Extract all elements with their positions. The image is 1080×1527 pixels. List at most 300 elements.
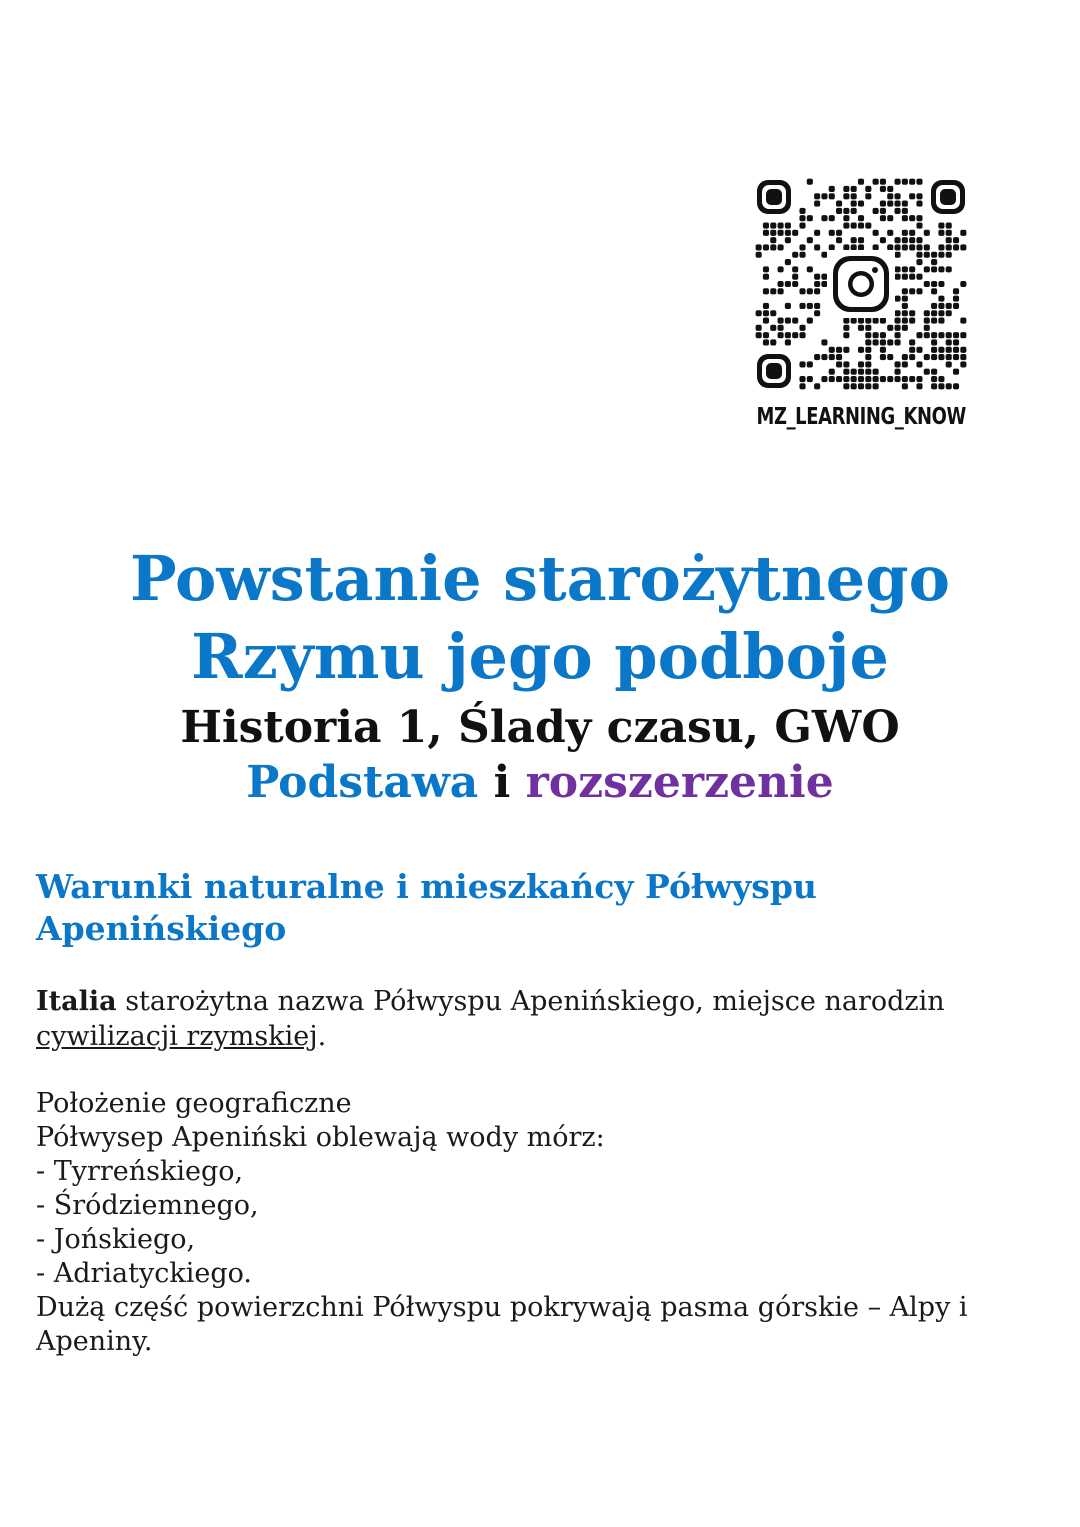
qr-module <box>814 303 820 309</box>
qr-module <box>799 252 805 258</box>
section-heading: Warunki naturalne i mieszkańcy Półwyspu Apenińskiego <box>36 867 817 948</box>
qr-module <box>770 237 776 243</box>
qr-module <box>763 230 769 236</box>
qr-module <box>843 186 849 192</box>
qr-module <box>851 186 857 192</box>
qr-module <box>807 303 813 309</box>
qr-module <box>792 274 798 280</box>
qr-module <box>799 208 805 214</box>
qr-module <box>902 274 908 280</box>
qr-finder-bottom-left <box>757 354 791 388</box>
qr-module <box>960 354 966 360</box>
qr-module <box>843 369 849 375</box>
qr-module <box>763 339 769 345</box>
geography-heading: Położenie geograficzne <box>36 1088 352 1119</box>
qr-module <box>821 339 827 345</box>
qr-module <box>778 244 784 250</box>
qr-module <box>858 237 864 243</box>
qr-module <box>924 281 930 287</box>
qr-module <box>946 339 952 345</box>
qr-module <box>836 361 842 367</box>
qr-module <box>880 339 886 345</box>
mountains-sentence: Dużą część powierzchni Półwyspu pokrywają pasma górskie – Alpy i Apeniny. <box>36 1292 968 1357</box>
qr-module <box>909 193 915 199</box>
qr-module <box>829 369 835 375</box>
qr-module <box>829 193 835 199</box>
qr-module <box>902 376 908 382</box>
qr-module <box>858 318 864 324</box>
qr-module <box>851 208 857 214</box>
qr-module <box>895 274 901 280</box>
qr-module <box>895 179 901 185</box>
qr-module <box>865 325 871 331</box>
qr-module <box>909 215 915 221</box>
qr-module <box>924 310 930 316</box>
qr-module <box>843 376 849 382</box>
qr-module <box>895 252 901 258</box>
qr-module <box>843 215 849 221</box>
qr-module <box>785 237 791 243</box>
qr-module <box>756 332 762 338</box>
qr-module <box>895 376 901 382</box>
qr-module <box>873 376 879 382</box>
qr-module <box>858 383 864 389</box>
qr-module <box>931 318 937 324</box>
term-italia: Italia <box>36 986 117 1017</box>
qr-module <box>799 222 805 228</box>
qr-module <box>836 237 842 243</box>
qr-module <box>946 222 952 228</box>
qr-module <box>938 376 944 382</box>
qr-module <box>895 369 901 375</box>
qr-module <box>778 318 784 324</box>
qr-module <box>821 376 827 382</box>
qr-module <box>792 281 798 287</box>
qr-module <box>953 296 959 302</box>
qr-module <box>778 332 784 338</box>
qr-module <box>924 230 930 236</box>
qr-module <box>895 318 901 324</box>
qr-module <box>924 318 930 324</box>
qr-module <box>880 376 886 382</box>
qr-module <box>814 281 820 287</box>
qr-module <box>938 266 944 272</box>
instagram-handle[interactable]: MZ_LEARNING_KNOW <box>756 404 966 430</box>
qr-module <box>895 266 901 272</box>
qr-module <box>902 201 908 207</box>
qr-module <box>946 244 952 250</box>
qr-module <box>763 303 769 309</box>
qr-module <box>799 383 805 389</box>
qr-module <box>931 383 937 389</box>
qr-module <box>770 339 776 345</box>
qr-module <box>785 339 791 345</box>
qr-module <box>938 383 944 389</box>
qr-module <box>814 244 820 250</box>
qr-module <box>792 332 798 338</box>
qr-module <box>895 361 901 367</box>
qr-module <box>887 230 893 236</box>
qr-module <box>931 310 937 316</box>
qr-module <box>924 332 930 338</box>
page-subtitle: Historia 1, Ślady czasu, GWO <box>180 702 900 753</box>
qr-module <box>946 310 952 316</box>
qr-module <box>836 230 842 236</box>
qr-module <box>792 230 798 236</box>
qr-module <box>858 369 864 375</box>
qr-module <box>880 208 886 214</box>
qr-module <box>792 266 798 272</box>
qr-module <box>902 244 908 250</box>
qr-module <box>778 288 784 294</box>
level-line <box>0 756 1080 810</box>
qr-module <box>938 310 944 316</box>
qr-module <box>836 208 842 214</box>
qr-module <box>770 230 776 236</box>
qr-module <box>865 383 871 389</box>
qr-module <box>843 325 849 331</box>
qr-module <box>851 376 857 382</box>
qr-module <box>873 318 879 324</box>
qr-module <box>778 266 784 272</box>
qr-module <box>931 266 937 272</box>
qr-module <box>938 354 944 360</box>
qr-module <box>865 376 871 382</box>
qr-module <box>814 193 820 199</box>
qr-module <box>931 339 937 345</box>
qr-module <box>843 193 849 199</box>
qr-module <box>807 179 813 185</box>
qr-module <box>916 347 922 353</box>
qr-module <box>960 347 966 353</box>
qr-module <box>799 244 805 250</box>
qr-module <box>902 215 908 221</box>
qr-module <box>799 288 805 294</box>
qr-module <box>873 244 879 250</box>
qr-module <box>756 325 762 331</box>
qr-module <box>873 339 879 345</box>
qr-module <box>902 325 908 331</box>
qr-module <box>756 310 762 316</box>
qr-module <box>916 244 922 250</box>
qr-module <box>799 332 805 338</box>
qr-module <box>858 376 864 382</box>
qr-module <box>858 179 864 185</box>
qr-module <box>895 237 901 243</box>
qr-module <box>799 303 805 309</box>
qr-module <box>902 361 908 367</box>
qr-finder-top-right <box>931 180 965 214</box>
qr-module <box>887 325 893 331</box>
qr-module <box>938 281 944 287</box>
qr-module <box>865 339 871 345</box>
qr-module <box>960 244 966 250</box>
level-and: i <box>493 757 511 808</box>
qr-module <box>770 244 776 250</box>
qr-module <box>895 296 901 302</box>
qr-module <box>924 369 930 375</box>
qr-module <box>785 303 791 309</box>
qr-module <box>770 222 776 228</box>
qr-module <box>873 230 879 236</box>
qr-module <box>814 230 820 236</box>
qr-module <box>836 354 842 360</box>
level-basic: Podstawa <box>246 757 479 808</box>
qr-module <box>785 259 791 265</box>
qr-module <box>843 318 849 324</box>
qr-module <box>909 376 915 382</box>
underlined-phrase: cywilizacji rzymskiej <box>36 1021 318 1052</box>
qr-module <box>916 376 922 382</box>
intro-end: . <box>317 1021 327 1052</box>
qr-module <box>895 208 901 214</box>
sea-list-item: - Adriatyckiego. <box>36 1258 252 1289</box>
qr-module <box>851 318 857 324</box>
qr-module <box>916 274 922 280</box>
qr-module <box>946 266 952 272</box>
qr-module <box>865 186 871 192</box>
qr-module <box>851 369 857 375</box>
qr-module <box>851 237 857 243</box>
qr-module <box>829 230 835 236</box>
qr-module <box>946 237 952 243</box>
qr-module <box>865 347 871 353</box>
qr-module <box>821 281 827 287</box>
qr-module <box>887 186 893 192</box>
instagram-icon <box>827 250 895 318</box>
qr-module <box>858 361 864 367</box>
qr-module <box>836 376 842 382</box>
qr-module <box>880 186 886 192</box>
qr-module <box>778 222 784 228</box>
qr-module <box>895 325 901 331</box>
qr-module <box>946 347 952 353</box>
qr-module <box>887 201 893 207</box>
qr-module <box>785 222 791 228</box>
title-block <box>0 540 1080 810</box>
qr-module <box>792 318 798 324</box>
qr-module <box>880 347 886 353</box>
qr-module <box>799 325 805 331</box>
qr-finder-top-left <box>757 180 791 214</box>
qr-module <box>829 186 835 192</box>
qr-module <box>909 230 915 236</box>
qr-module <box>953 244 959 250</box>
qr-module <box>851 193 857 199</box>
qr-module <box>902 383 908 389</box>
qr-module <box>821 215 827 221</box>
qr-module <box>909 310 915 316</box>
qr-module <box>895 244 901 250</box>
qr-module <box>938 296 944 302</box>
qr-module <box>814 383 820 389</box>
qr-module <box>858 244 864 250</box>
qr-module <box>909 266 915 272</box>
qr-module <box>887 339 893 345</box>
qr-module <box>902 296 908 302</box>
qr-module <box>799 361 805 367</box>
qr-module <box>778 230 784 236</box>
qr-module <box>938 222 944 228</box>
qr-module <box>858 222 864 228</box>
qr-module <box>799 376 805 382</box>
qr-module <box>821 274 827 280</box>
qr-module <box>887 193 893 199</box>
qr-module <box>902 266 908 272</box>
qr-module <box>843 361 849 367</box>
qr-module <box>924 252 930 258</box>
qr-module <box>909 288 915 294</box>
qr-module <box>851 383 857 389</box>
qr-module <box>880 237 886 243</box>
qr-module <box>829 354 835 360</box>
qr-module <box>785 230 791 236</box>
qr-module <box>916 201 922 207</box>
qr-module <box>887 244 893 250</box>
qr-module <box>953 354 959 360</box>
qr-module <box>770 325 776 331</box>
qr-module <box>836 347 842 353</box>
qr-module <box>916 215 922 221</box>
qr-module <box>953 347 959 353</box>
qr-module <box>938 318 944 324</box>
qr-module <box>946 383 952 389</box>
qr-module <box>880 354 886 360</box>
qr-module <box>902 318 908 324</box>
qr-module <box>902 208 908 214</box>
qr-module <box>902 288 908 294</box>
qr-module <box>807 237 813 243</box>
qr-module <box>763 222 769 228</box>
qr-module <box>763 266 769 272</box>
qr-module <box>895 310 901 316</box>
qr-module <box>865 354 871 360</box>
qr-module <box>938 347 944 353</box>
qr-module <box>763 288 769 294</box>
qr-module <box>946 230 952 236</box>
qr-module <box>756 252 762 258</box>
qr-module <box>778 325 784 331</box>
qr-module <box>814 274 820 280</box>
qr-module <box>953 339 959 345</box>
qr-module <box>887 215 893 221</box>
qr-module <box>829 244 835 250</box>
qr-module <box>916 193 922 199</box>
geography-lead: Półwysep Apeniński oblewają wody mórz: <box>36 1122 605 1153</box>
qr-module <box>909 274 915 280</box>
qr-module <box>778 281 784 287</box>
qr-module <box>938 230 944 236</box>
qr-module <box>909 354 915 360</box>
qr-module <box>829 215 835 221</box>
page-title-line-2: Rzymu jego podboje <box>191 620 889 693</box>
qr-module <box>938 303 944 309</box>
qr-module <box>865 361 871 367</box>
qr-module <box>902 230 908 236</box>
qr-module <box>843 347 849 353</box>
qr-module <box>895 193 901 199</box>
qr-module <box>946 332 952 338</box>
qr-module <box>902 303 908 309</box>
qr-module <box>858 347 864 353</box>
qr-module <box>902 310 908 316</box>
qr-module <box>960 230 966 236</box>
qr-module <box>953 237 959 243</box>
qr-module <box>931 376 937 382</box>
qr-code[interactable] <box>755 178 967 390</box>
qr-module <box>807 376 813 382</box>
qr-module <box>873 179 879 185</box>
qr-module <box>924 354 930 360</box>
qr-module <box>887 354 893 360</box>
qr-module <box>895 201 901 207</box>
qr-module <box>938 252 944 258</box>
qr-module <box>785 332 791 338</box>
qr-module <box>924 266 930 272</box>
qr-module <box>938 244 944 250</box>
sea-list-item: - Jońskiego, <box>36 1224 196 1255</box>
qr-module <box>909 244 915 250</box>
qr-module <box>909 318 915 324</box>
qr-module <box>814 201 820 207</box>
qr-module <box>843 383 849 389</box>
qr-module <box>858 325 864 331</box>
qr-module <box>880 201 886 207</box>
page-title-line-1: Powstanie starożytnego <box>130 542 950 615</box>
qr-module <box>938 332 944 338</box>
qr-module <box>821 193 827 199</box>
qr-module <box>931 354 937 360</box>
qr-module <box>865 222 871 228</box>
qr-module <box>865 369 871 375</box>
qr-module <box>756 244 762 250</box>
qr-module <box>829 347 835 353</box>
qr-module <box>865 318 871 324</box>
qr-module <box>953 288 959 294</box>
intro-paragraph <box>36 984 1036 1054</box>
qr-module <box>916 361 922 367</box>
qr-module <box>821 354 827 360</box>
qr-module <box>916 252 922 258</box>
qr-module <box>807 215 813 221</box>
qr-module <box>924 244 930 250</box>
qr-module <box>902 179 908 185</box>
qr-module <box>873 332 879 338</box>
qr-module <box>843 222 849 228</box>
qr-module <box>851 244 857 250</box>
qr-module <box>851 222 857 228</box>
qr-module <box>865 193 871 199</box>
qr-module <box>843 244 849 250</box>
qr-module <box>829 376 835 382</box>
qr-module <box>873 208 879 214</box>
qr-module <box>916 288 922 294</box>
qr-module <box>931 347 937 353</box>
qr-module <box>851 201 857 207</box>
qr-module <box>814 288 820 294</box>
qr-module <box>814 310 820 316</box>
qr-module <box>931 369 937 375</box>
qr-module <box>880 179 886 185</box>
qr-module <box>931 332 937 338</box>
qr-module <box>821 252 827 258</box>
qr-module <box>909 347 915 353</box>
qr-module <box>770 310 776 316</box>
qr-module <box>916 332 922 338</box>
qr-module <box>946 354 952 360</box>
qr-module <box>895 339 901 345</box>
instagram-qr-block <box>752 178 970 430</box>
